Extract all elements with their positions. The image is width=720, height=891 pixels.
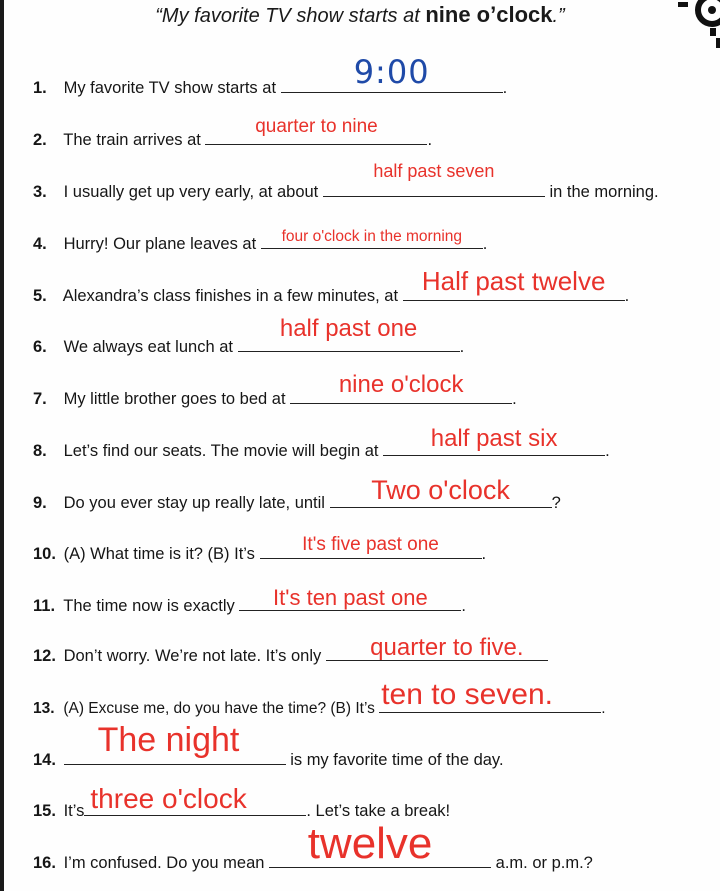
answer-text: quarter to nine: [255, 116, 378, 137]
question-text-after: .: [461, 597, 466, 615]
question-10: [33, 534, 487, 564]
question-14: [33, 721, 504, 770]
answer-blank[interactable]: [330, 475, 552, 508]
question-number: 8.: [33, 442, 47, 460]
question-6: [33, 315, 465, 357]
answer-blank[interactable]: [326, 634, 548, 661]
gear-icon: [676, 0, 720, 50]
question-number: 12.: [33, 647, 56, 665]
answer-blank[interactable]: [403, 266, 625, 301]
answer-blank[interactable]: [238, 315, 460, 352]
question-1: [33, 53, 508, 98]
answer-blank[interactable]: [205, 116, 427, 145]
question-text-before: My favorite TV show starts at: [63, 79, 277, 97]
question-text-before: Hurry! Our plane leaves at: [63, 235, 257, 253]
question-number: 15.: [33, 802, 56, 820]
question-text-after: is my favorite time of the day.: [290, 751, 504, 769]
answer-blank[interactable]: [261, 230, 483, 249]
answer-text: half past seven: [373, 161, 495, 181]
question-text-before: Do you ever stay up really late, until: [63, 494, 325, 512]
question-text-after: .: [459, 338, 465, 356]
title-end-quote: .”: [552, 5, 565, 27]
title-italic-part: “My favorite TV show starts at: [155, 5, 420, 27]
question-16: [33, 819, 593, 873]
answer-blank[interactable]: [64, 721, 286, 765]
question-text-before: Don’t worry. We’re not late. It’s only: [63, 647, 322, 665]
question-text-after: a.m. or p.m.?: [495, 854, 593, 872]
answer-blank[interactable]: [383, 425, 605, 456]
question-text-before: I’m confused. Do you mean: [63, 854, 265, 872]
question-3: [33, 161, 659, 202]
answer-blank[interactable]: [323, 161, 545, 197]
question-5: [33, 266, 630, 306]
question-text-after: .: [482, 235, 488, 253]
worksheet-title: [0, 2, 720, 28]
question-text-before: Alexandra’s class finishes in a few minutes, at: [62, 287, 399, 305]
answer-blank[interactable]: [379, 678, 601, 713]
question-number: 4.: [33, 235, 47, 253]
left-edge-strip: [0, 0, 4, 891]
question-8: [33, 425, 610, 461]
answer-text: ten to seven.: [381, 678, 553, 711]
answer-text: four o'clock in the morning: [281, 228, 462, 245]
question-2: [33, 116, 433, 150]
question-number: 11.: [33, 597, 56, 615]
question-text-after: ?: [551, 494, 561, 512]
answer-text: quarter to five.: [370, 634, 524, 661]
question-4: [33, 230, 487, 254]
answer-text: three o'clock: [90, 783, 247, 814]
answer-text: It's ten past one: [273, 585, 428, 610]
question-12: [33, 634, 548, 666]
question-text-after: . Let’s take a break!: [306, 802, 451, 820]
question-number: 14.: [33, 751, 56, 769]
answer-text: twelve: [307, 819, 433, 868]
question-text-after: .: [601, 700, 606, 717]
question-text-before: I usually get up very early, at about: [63, 183, 319, 201]
question-number: 9.: [33, 494, 47, 512]
answer-blank[interactable]: [239, 585, 461, 611]
question-number: 1.: [33, 79, 47, 97]
question-15: [33, 783, 451, 821]
question-number: 5.: [33, 287, 47, 305]
question-text-after: .: [502, 79, 508, 97]
question-text-before: (A) What time is it? (B) It’s: [63, 545, 255, 563]
question-text-after: .: [481, 545, 487, 563]
answer-text: nine o'clock: [338, 371, 464, 398]
question-7: [33, 371, 517, 409]
question-text-after: .: [512, 390, 517, 408]
answer-text: half past one: [279, 315, 418, 342]
question-number: 7.: [33, 390, 47, 408]
question-text-before: It’s: [63, 802, 85, 820]
question-text-before: The train arrives at: [63, 131, 201, 149]
question-number: 2.: [33, 131, 47, 149]
answer-text: half past six: [430, 425, 558, 452]
answer-blank[interactable]: [281, 53, 503, 93]
question-text-before: Let’s find our seats. The movie will begin at: [63, 442, 379, 460]
answer-blank[interactable]: [269, 819, 491, 868]
question-11: [33, 585, 466, 616]
question-number: 10.: [33, 545, 56, 563]
question-text-before: My little brother goes to bed at: [63, 390, 286, 408]
question-text-before: (A) Excuse me, do you have the time? (B) It’s: [63, 700, 375, 717]
question-text-after: in the morning.: [549, 183, 659, 201]
question-number: 6.: [33, 338, 47, 356]
question-number: 13.: [33, 700, 55, 717]
question-9: [33, 475, 561, 513]
answer-text: The night: [97, 721, 240, 759]
question-text-after: .: [605, 442, 610, 460]
answer-text: It's five past one: [302, 534, 439, 555]
answer-blank[interactable]: [290, 371, 512, 404]
answer-text: Half past twelve: [421, 266, 606, 296]
question-text-after: .: [427, 131, 433, 149]
answer-blank[interactable]: [260, 534, 482, 559]
question-text-after: .: [624, 287, 630, 305]
question-number: 3.: [33, 183, 47, 201]
question-number: 16.: [33, 854, 56, 872]
question-13: [33, 678, 606, 718]
answer-text: 9:00: [353, 53, 430, 91]
question-text-before: The time now is exactly: [63, 597, 235, 615]
title-bold-part: nine o’clock: [425, 2, 553, 27]
question-text-before: We always eat lunch at: [63, 338, 233, 356]
answer-text: Two o'clock: [371, 475, 510, 505]
answer-blank[interactable]: [84, 783, 306, 816]
